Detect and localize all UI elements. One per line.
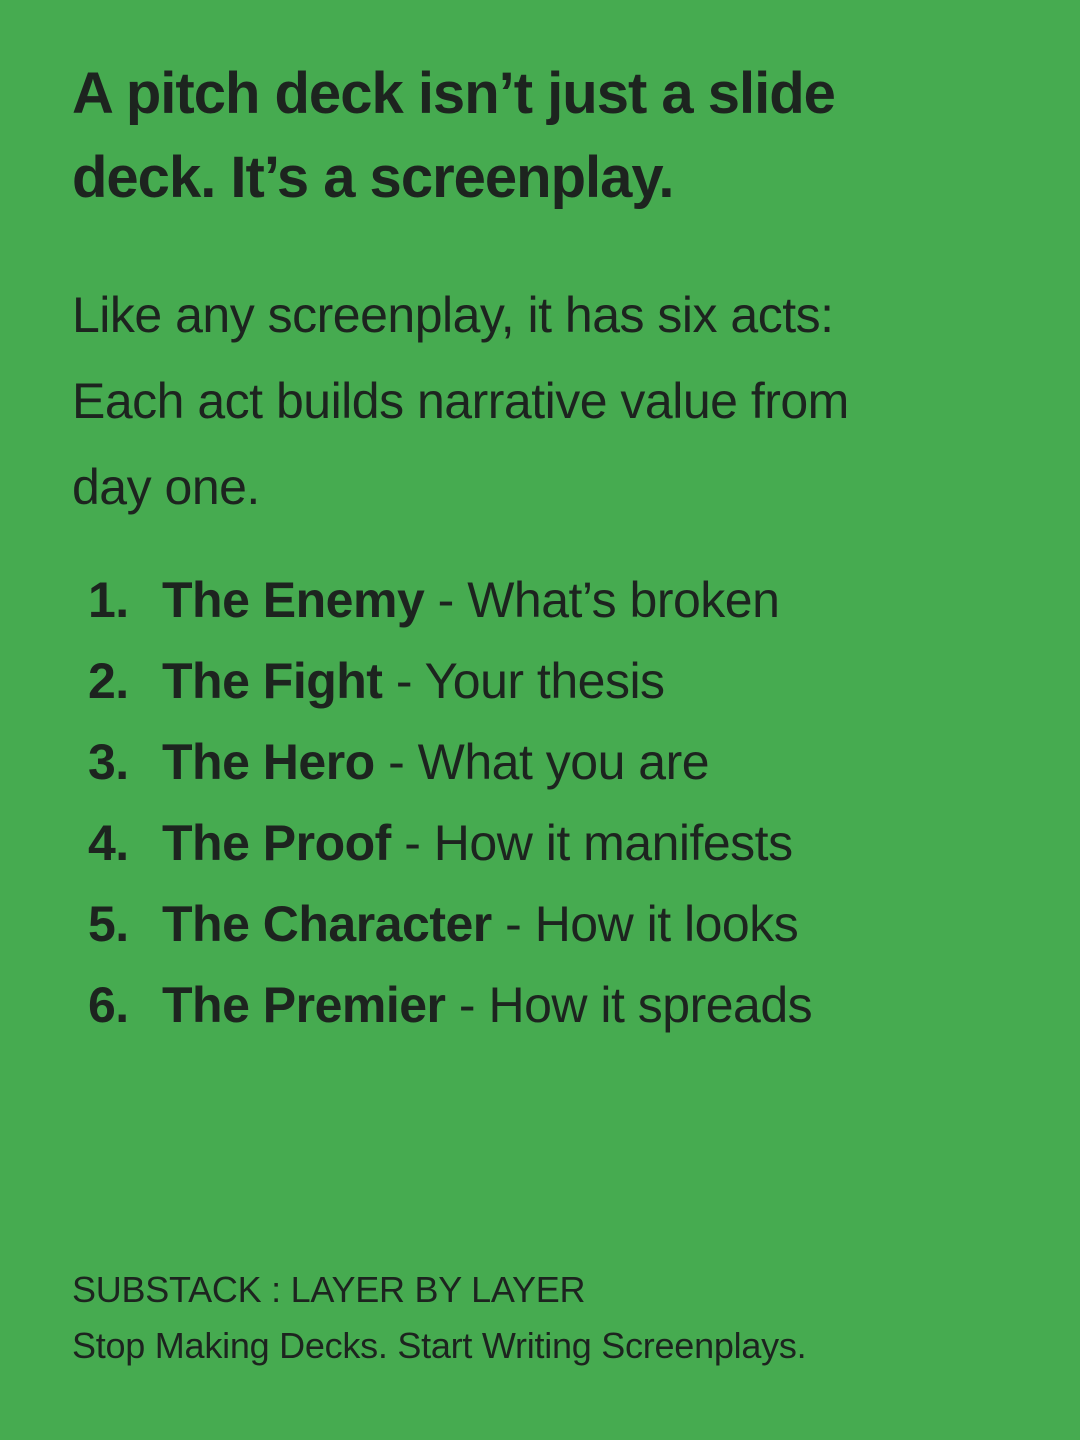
act-dash: - [505,896,522,952]
list-item [88,641,1040,722]
act-title: The Character [162,896,492,952]
act-dash: - [395,653,413,709]
act-dash: - [388,734,405,790]
list-item [88,884,1040,965]
intro-paragraph [0,272,1080,530]
act-dash: - [437,572,454,628]
act-title: The Hero [162,734,375,790]
footer [72,1262,806,1374]
page-title-line-1: A pitch deck isn’t just a slide [72,61,835,126]
list-item [88,965,1040,1046]
act-description: What’s broken [467,572,780,628]
act-dash: - [404,815,421,871]
act-number: 5. [88,896,129,952]
act-number: 3. [88,734,129,790]
list-item [88,803,1040,884]
page-title-line-2: deck. It’s a screenplay. [72,145,674,210]
act-description: Your thesis [424,653,665,709]
act-title: The Premier [162,977,446,1033]
act-title: The Proof [162,815,391,871]
act-title: The Enemy [162,572,425,628]
footer-tagline: Stop Making Decks. Start Writing Screenplays. [72,1325,807,1366]
acts-list [0,560,1080,1046]
act-description: How it looks [534,896,799,952]
act-number: 6. [88,977,129,1033]
intro-line-2: Each act builds narrative value from [72,373,849,429]
footer-source-line: SUBSTACK : LAYER BY LAYER [72,1269,586,1310]
page-title [0,0,1080,220]
list-item [88,560,1040,641]
act-description: How it spreads [488,977,813,1033]
act-number: 1. [88,572,129,628]
list-item [88,722,1040,803]
act-description: What you are [417,734,710,790]
intro-line-3: day one. [72,459,260,515]
act-number: 4. [88,815,129,871]
act-title: The Fight [162,653,383,709]
act-description: How it manifests [433,815,793,871]
act-dash: - [458,977,476,1033]
intro-line-1: Like any screenplay, it has six acts: [72,287,834,343]
act-number: 2. [88,653,129,709]
